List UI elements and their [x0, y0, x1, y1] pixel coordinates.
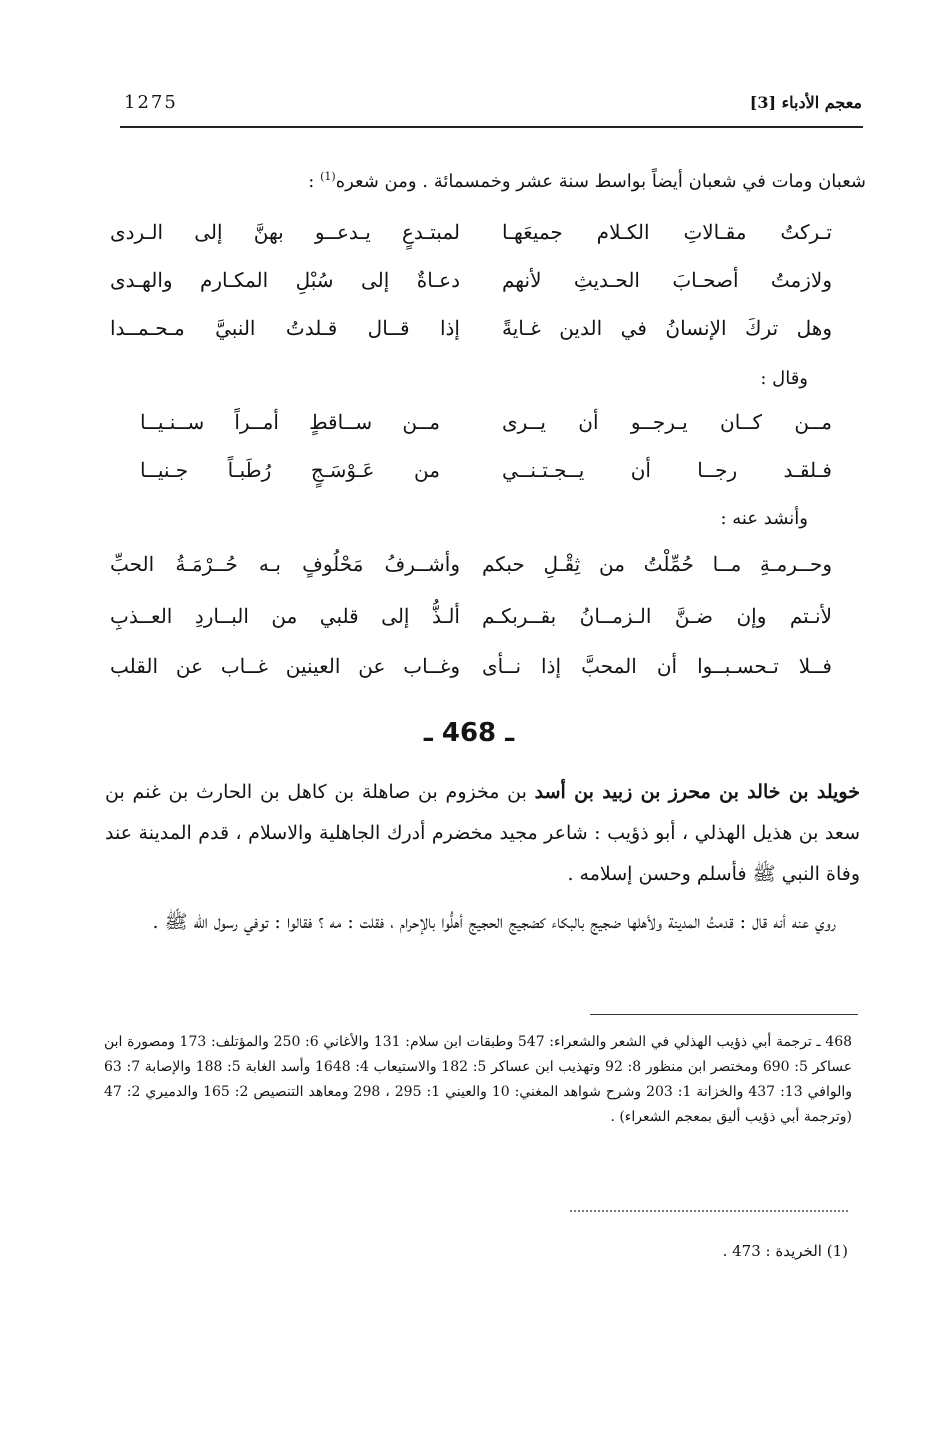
verse-line: [110, 268, 832, 308]
intro-line: [106, 170, 866, 192]
label-qal: وقال :: [760, 368, 808, 389]
subject-name: خويلد بن خالد بن محرز بن زبيد بن أسد: [534, 781, 860, 803]
verse-line: [110, 316, 832, 356]
verse-line: [110, 220, 832, 260]
intro-end: :: [308, 171, 321, 192]
verse-second-hemistich: ألـذُّ إلى قلبي من البــاردِ العــذبِ: [110, 604, 460, 628]
biography-paragraph: [105, 772, 860, 895]
verse-first-hemistich: فــلا تـحسـبــوا أن المحبَّ إذا نــأى: [482, 654, 832, 678]
verse-line: [110, 410, 832, 450]
verse-first-hemistich: فـلقـد رجــا أن يــجـتـنــي: [502, 458, 832, 482]
footnote-rule: [590, 1014, 858, 1015]
verse-first-hemistich: وهل تركَ الإنسانُ في الدين غـايةً: [502, 316, 832, 340]
verse-first-hemistich: تـركتُ مقـالاتِ الكـلام جميعَهـا: [502, 220, 832, 244]
footnote: (1) الخريدة : 473 .: [722, 1242, 848, 1260]
sources-note: 468 ـ ترجمة أبي ذؤيب الهذلي في الشعر والشعراء: 547 وطبقات ابن سلام: 131 والأغاني 6: 250 والمؤتلف: 173 ومصورة ابن عساكر 5: 690 ومختصر ابن منظور 8: 92 وتهذيب ابن عساكر 5: 182 والاستيعاب 4: 1648 وأسد الغابة 5: 188 والإصابة 7: 63 والوافي 13: 437 والخزانة 1: 203 وشرح شواهد المغني: 10 والعيني 1: 295 ، 298 ومعاهد التنصيص 2: 165 والدميري 2: 47 (وترجمة أبي ذؤيب أليق بمعجم الشعراء) .: [104, 1034, 853, 1125]
verse-second-hemistich: مــن ســاقطٍ أمــراً ســنـيــا: [140, 410, 440, 434]
dotted-separator: [570, 1210, 848, 1212]
verse-second-hemistich: من عَـوْسَـجٍ رُطَبـاً جـنيــا: [140, 458, 440, 482]
verse-line: [110, 552, 832, 592]
verse-line: [110, 458, 832, 498]
page-number: 1275: [124, 92, 178, 113]
verse-second-hemistich: لمبتـدعٍ يـدعــو بهنَّ إلى الـردى: [110, 220, 460, 244]
entry-number: ـ 468 ـ: [423, 718, 515, 748]
running-title: معجم الأدباء [3]: [749, 93, 862, 112]
biography-text: بن مخزوم بن صاهلة بن كاهل بن الحارث بن غنم بن سعد بن هذيل الهذلي ، أبو ذؤيب : شاعر مجيد مخضرم أدرك الجاهلية والاسلام ، قدم المدينة عند وفاة النبي ﷺ فأسلم وحسن إسلامه .: [105, 781, 860, 885]
verse-second-hemistich: دعـاةٌ إلى سُبْلِ المكـارم والهـدى: [110, 268, 460, 292]
verse-second-hemistich: وأشــرفُ مَحْلُوفٍ بـه حُــرْمَـةُ الحبِّ: [110, 552, 460, 576]
verse-line: [110, 654, 832, 694]
header-rule: [120, 126, 863, 128]
verse-first-hemistich: لأنـتم وإن ضـنَّ الـزمــانُ بقــربكـم: [482, 604, 832, 628]
footnote-mark: (1): [320, 170, 336, 183]
verse-second-hemistich: وغــاب عن العينين غــاب عن القلب: [110, 654, 460, 678]
label-anshad: وأنشد عنه :: [720, 508, 808, 529]
verse-first-hemistich: مــن كــان يـرجــو أن يــرى: [502, 410, 832, 434]
verse-second-hemistich: إذا قــال قـلدتُ النبيَّ مـحـمــدا: [110, 316, 460, 340]
narration-paragraph: روي عنه أنه قال : قدمتُ المدينة ولأهلها ضجيج بالبكاء كضجيج الحجيج أهلُّوا بالإحرام ، فقلت : مه ؟ فقالوا : توفي رسول الله ﷺ .: [152, 911, 836, 933]
verse-line: [110, 604, 832, 644]
intro-text: شعبان ومات في شعبان أيضاً بواسط سنة عشر وخمسمائة . ومن شعره: [335, 171, 866, 192]
verse-first-hemistich: ولازمتُ أصحـابَ الحـديثِ لأنهم: [502, 268, 832, 292]
verse-first-hemistich: وحــرمـةِ مــا حُمِّلْتُ من ثِقْـلِ حبكم: [482, 552, 832, 576]
